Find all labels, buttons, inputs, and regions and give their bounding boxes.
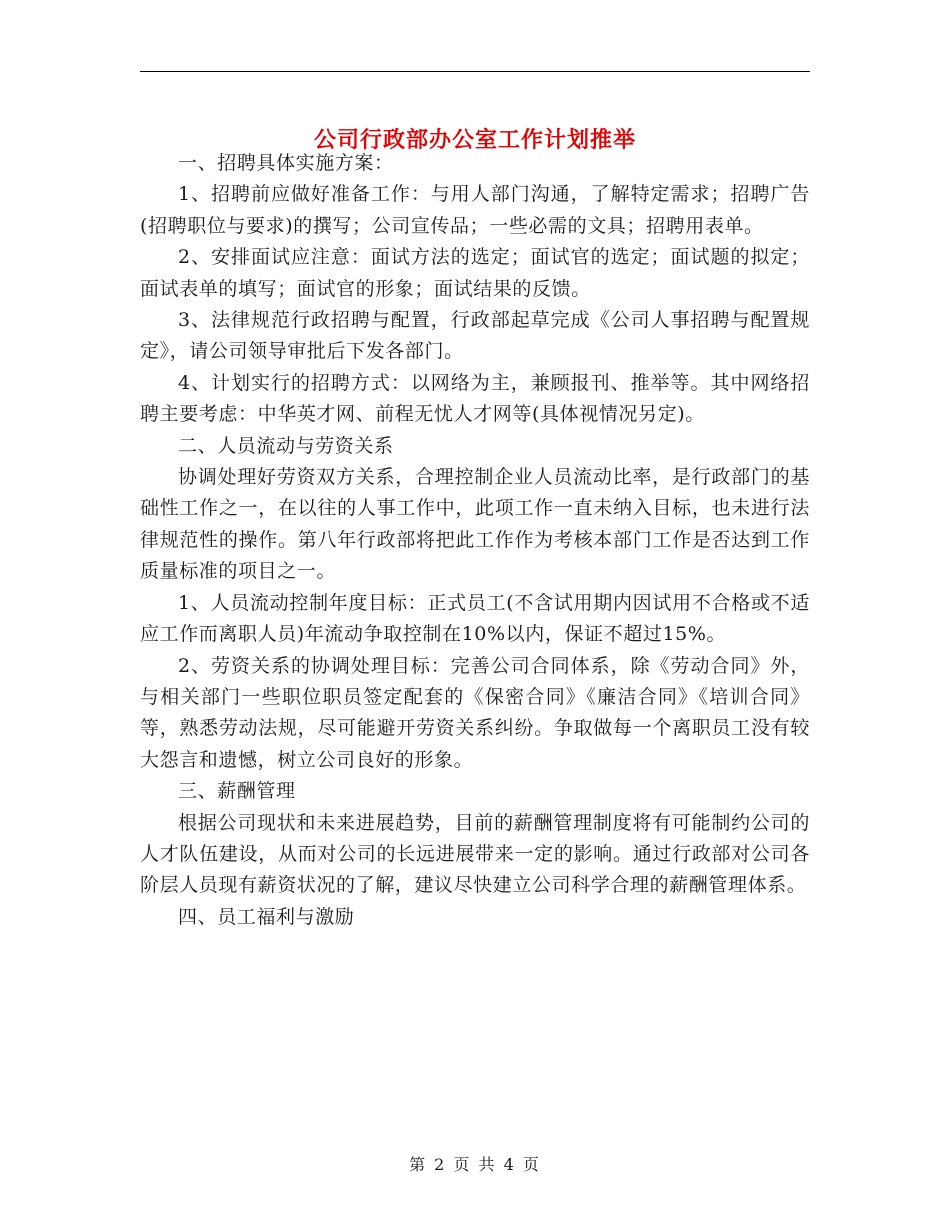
paragraph-compensation: 根据公司现状和未来进展趋势，目前的薪酬管理制度将有可能制约公司的人才队伍建设，从而对公司的长远进展带来一定的影响。通过行政部对公司各阶层人员现有薪资状况的了解，建议尽快建立公司科学合理的薪酬管理体系。 bbox=[140, 811, 810, 897]
paragraph-recruitment-methods: 4、计划实行的招聘方式：以网络为主，兼顾报刊、推举等。其中网络招聘主要考虑：中华英才网、前程无忧人才网等(具体视情况另定)。 bbox=[140, 371, 810, 426]
paragraph-labor-relations-target: 2、劳资关系的协调处理目标：完善公司合同体系，除《劳动合同》外，与相关部门一些职位职员签定配套的《保密合同》《廉洁合同》《培训合同》等，熟悉劳动法规，尽可能避开劳资关系纠纷。争取做每一个离职员工没有较大怨言和遗憾，树立公司良好的形象。 bbox=[140, 654, 810, 771]
paragraph-turnover-target: 1、人员流动控制年度目标：正式员工(不含试用期内因试用不合格或不适应工作而离职人员)年流动争取控制在10%以内，保证不超过15%。 bbox=[140, 591, 810, 646]
section-heading-labor-relations: 二、人员流动与劳资关系 bbox=[178, 434, 394, 457]
paragraph-labor-coordination: 协调处理好劳资双方关系，合理控制企业人员流动比率，是行政部门的基础性工作之一，在以往的人事工作中，此项工作一直未纳入目标，也未进行法律规范性的操作。第八年行政部将把此工作作为考核本部门工作是否达到工作质量标准的项目之一。 bbox=[140, 466, 810, 583]
section-heading-recruitment: 一、招聘具体实施方案： bbox=[178, 152, 394, 174]
page-title: 公司行政部办公室工作计划推举 bbox=[313, 126, 636, 153]
section-heading-compensation: 三、薪酬管理 bbox=[178, 780, 296, 803]
paragraph-recruitment-prep: 1、招聘前应做好准备工作：与用人部门沟通，了解特定需求；招聘广告(招聘职位与要求)的撰写；公司宣传品；一些必需的文具；招聘用表单。 bbox=[140, 183, 810, 237]
paragraph-interview-arrangement: 2、安排面试应注意：面试方法的选定；面试官的选定；面试题的拟定；面试表单的填写；面试官的形象；面试结果的反馈。 bbox=[140, 246, 810, 300]
header-rule bbox=[140, 71, 810, 72]
paragraph-legal-standards: 3、法律规范行政招聘与配置，行政部起草完成《公司人事招聘与配置规定》，请公司领导审批后下发各部门。 bbox=[140, 309, 810, 363]
page-number: 第 2 页 共 4 页 bbox=[409, 1155, 541, 1174]
document-body bbox=[140, 148, 810, 933]
section-heading-benefits: 四、员工福利与激励 bbox=[178, 905, 355, 928]
